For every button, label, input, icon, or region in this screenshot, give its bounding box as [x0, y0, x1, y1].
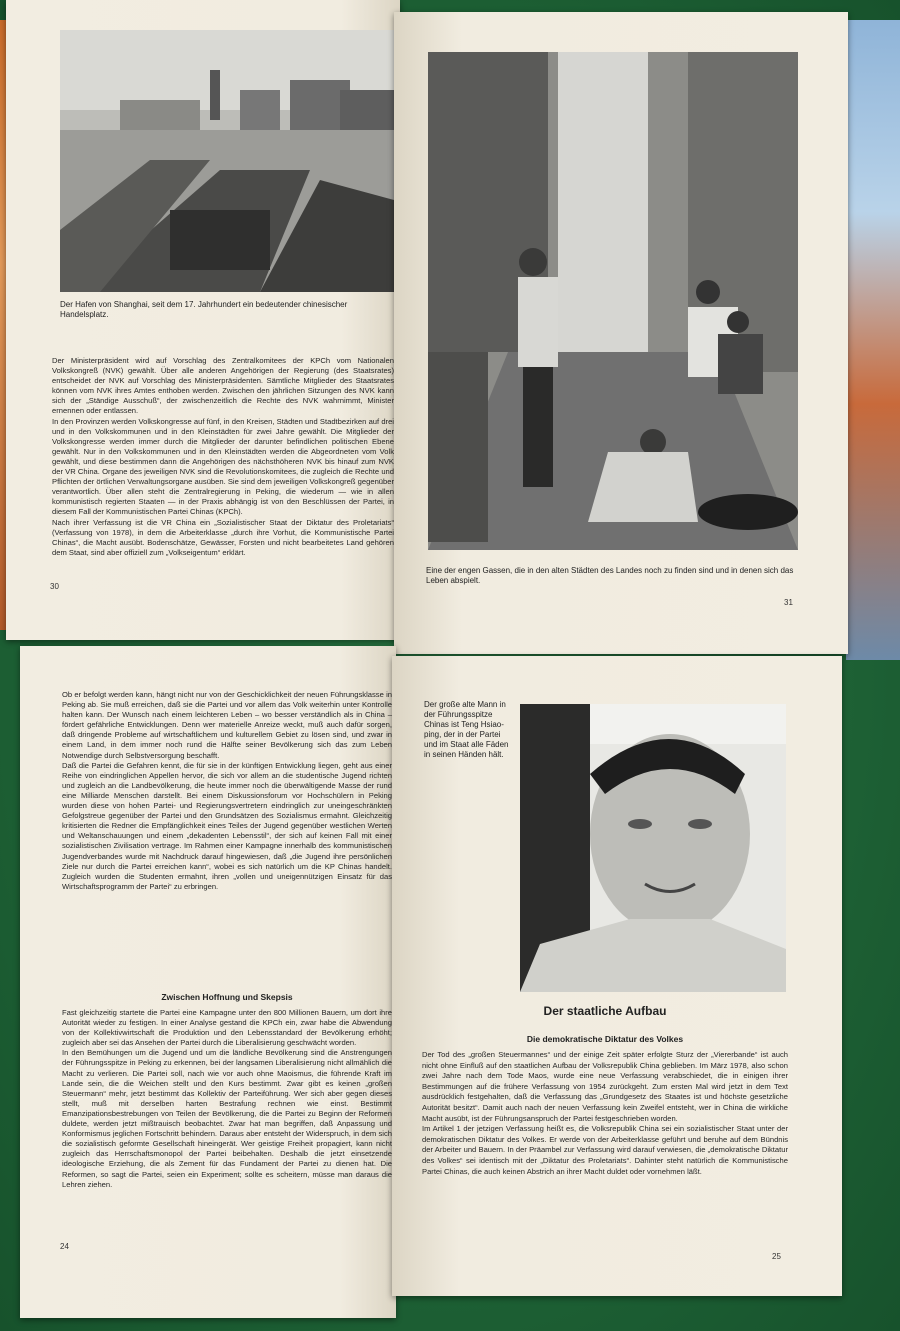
- background-book-edge-right: [846, 20, 900, 660]
- bottom-book-left-page: [20, 646, 396, 1318]
- bottom-right-body-text: Der Tod des „großen Steuermannes“ und der einige Zeit später erfolgte Sturz der „Viererbande“ ist auch nicht ohne Einfluß auf den staatlichen Aufbau der Volksrepublik China geblieben. Im März 1978, also schon zwei Jahre nach dem Tode Maos, wurde eine neue Verfassung verabschiedet, die in einigen ihrer Bestimmungen auf die frühere Verfassung von 1954 zurückgeht. Zum ersten Mal wird jetzt in dem Text ausdrücklich festgehalten, daß die Verfassung das „Grundgesetz des Staates ist und höchste gesetzliche Autorität besitzt“. Damit auch nach der neuen Verfassung kein Zweifel entsteht, wer in China die wirkliche Macht ausübt, ist der Führungsanspruch der Partei festgeschrieben worden. Im Artikel 1 der jetzigen Verfassung heißt es, die Volksrepublik China sei ein sozialistischer Staat unter der demokratischen Diktatur des Volkes. Er werde von der Arbeiterklasse geführt und beruhe auf dem Bündnis der Arbeiter und Bauern. In der Präambel zur Verfassung wird darauf verwiesen, die „demokratische Diktatur des Volkes“ sei identisch mit der „Diktatur des Proletariats“. Dahinter steht natürlich die Kommunistische Partei Chinas, die auch keinen Abstrich an ihrer Macht duldet oder vornehmen läßt.: [422, 1050, 788, 1176]
- alley-photo: [428, 52, 798, 550]
- subheading-diktatur: Die demokratische Diktatur des Volkes: [526, 1034, 684, 1044]
- top-left-body-text: Der Ministerpräsident wird auf Vorschlag des Zentralkomitees der KPCh vom Nationalen Volkskongreß (NVK) gewählt. Über alle anderen Angehörigen der Regierung (des Staatsrates) entscheidet der NVK auf Vorschlag des Ministerpräsidenten. Sämtliche Mitglieder des Staatsrates können vom NVK ihres Amtes enthoben werden. Zwischen den jährlichen Sitzungen des NVK kann sich der „Ständige Ausschuß“, der zwischenzeitlich die Rechte des NVK wahrnimmt, Minister ernennen oder entlassen. In den Provinzen werden Volkskongresse auf fünf, in den Kreisen, Städten und Stadtbezirken auf drei und in den Volkskommunen und in den Kleinstädten für zwei Jahre gewählt. Die Mitglieder der Volkskongresse werden immer durch die Mitglieder der darunter befindlichen politischen Ebene gewählt. Nur in den Volkskommunen und in den Kleinstädten werden die Abgeordneten vom Volk gewählt, und diese bestimmen dann die Angehörigen des nächsthöheren NVK bis hinauf zum NVK der VR China. Organe des jeweiligen NVK sind die Revolutionskomitees, die zugleich die Rechte und Pflichten der örtlichen Verwaltungsorgane ausüben. Sie sind dem jeweiligen Volkskongreß gegenüber verantwortlich. Über allen steht die Zentralregierung in Peking, die wiederum — wie in allen kommunistisch regierten Staaten — in der Praxis abhängig ist von den Beschlüssen der Partei, in diesem Fall der Kommunistischen Partei Chinas (KPCh). Nach ihrer Verfassung ist die VR China ein „Sozialistischer Staat der Diktatur des Proletariats“ (Verfassung von 1978), in dem die Arbeiterklasse „durch ihre Vorhut, die Kommunistische Partei Chinas“, die Macht ausübt. Bodenschätze, Gewässer, Forsten und nicht bearbeitetes Land gehören dem Staat, sind aber offiziell zum „Volkseigentum“ erklärt.: [52, 356, 394, 557]
- section-title-staatliche-aufbau: Der staatliche Aufbau: [543, 1004, 667, 1018]
- page-number-24: 24: [60, 1242, 69, 1251]
- page-number-30: 30: [50, 582, 59, 591]
- portrait-side-caption: Der große alte Mann in der Führungsspitze Chinas ist Teng Hsiao-ping, der in der Partei und im Staat alle Fäden in seinen Händen hält.: [424, 700, 509, 759]
- bottom-book-right-page: [392, 656, 842, 1296]
- alley-photo-caption: Eine der engen Gassen, die in den alten Städten des Landes noch zu finden sind und in denen sich das Leben abspielt.: [426, 566, 794, 585]
- bottom-left-body-text-2: Fast gleichzeitig startete die Partei eine Kampagne unter den 800 Millionen Bauern, um dort ihre Autorität wieder zu festigen. In einer Analyse gestand die KPCh ein, zwar habe die Abwendung von der Kollektivwirtschaft die Produktion und den Lebensstandard der Bevölkerung erhöht; zugleich aber sei das Ansehen der Partei durch die Liberalisierung geschwächt worden. In den Bemühungen um die Jugend und um die ländliche Bevölkerung sind die Anstrengungen der Führungsspitze in Peking zu erkennen, bei der langsamen Liberalisierung nicht allmählich die Macht zu verlieren. Die Partei soll, nach wie vor auch ohne Maoismus, die führende Kraft im Lande sein, die die Weichen stellt und den Kurs bestimmt. Zwar gibt es keinen „großen Steuermann“ mehr, jetzt bestimmt das Kollektiv der Parteiführung. Wer sich aber gegen dieses stellt, muß mit derselben harten Bestrafung rechnen wie einst. Bestimmt Emanzipationsbestrebungen von Teilen der Bevölkerung, die die Partei zu Beginn der Reformen duldete, werden jetzt mißtrauisch beobachtet. Zwar hat man begriffen, daß Anpassung und Konformismus jeglichen Fortschritt behindern. Daraus aber entsteht der Widerspruch, in dem sich die sozialistisch geformte Gesellschaft hineingerät. Wer geistige Freiheit propagiert, kann nicht zugleich das Herrschaftsmonopol der Partei beibehalten. Deshalb die jetzt einsetzende ideologische Erziehung, die als Zement für das Fundament der Partei zu dienen hat. Die Reformen, so sagt die Partei, seien ein Experiment; sollte es scheitern, müsse man daraus die Lehren ziehen.: [62, 1008, 392, 1189]
- page-number-25: 25: [772, 1252, 781, 1261]
- page-number-31: 31: [784, 598, 793, 607]
- top-book-left-page: [6, 0, 400, 640]
- bottom-left-body-text-1: Ob er befolgt werden kann, hängt nicht nur von der Geschicklichkeit der neuen Führungsklasse in Peking ab. Sie muß erreichen, daß sie die Partei und vor allem das Volk weiterhin unter Kontrolle halten kann. Der Wunsch nach einem leichteren Leben – wo besser verständlich als in China – fördert gefährliche Entwicklungen. Denn wer materielle Anreize weckt, muß auch dafür sorgen, daß dringende Probleme auf wirtschaftlichem und kulturellem Gebiet zu lösen sind, und zwar in einem Land, in dem immer noch rund die Hälfte seiner Bevölkerung sich das zum Leben Notwendige durch Selbstversorgung beschafft. Daß die Partei die Gefahren kennt, die für sie in der künftigen Entwicklung liegen, geht aus einer Reihe von eindringlichen Appellen hervor, die sich vor allem an die studentische Jugend richten und zugleich an die Landbevölkerung, die heute immer noch die überwältigende Masse der rund eine Milliarde Menschen darstellt. Bei einem Diskussionsforum vor Hochschülern in Peking wurden diese von hohen Partei- und Regierungsvertretern eindringlich zur uneingeschränkten Gefolgstreue gegenüber der Partei und den Grundsätzen des Sozialismus ermahnt. Gleichzeitig kritisierten die Redner die Empfänglichkeit eines Teiles der Jugend gegenüber westlichen Werten und Weltanschauungen und einem „dekadenten Lebensstil“, der sich auf keinen Fall mit einer sozialistischen Zivilisation vertrage. Im Rahmen einer Kampagne innerhalb des kommunistischen Jugendverbandes wurde mit Nachdruck darauf hingewiesen, daß „die Jugend ihre persönlichen Ziele nur durch die Partei erreichen kann“, wobei es sich natürlich um die KP Chinas handelt. Zugleich wurden die Studenten ermahnt, ihren „vollen und uneigennützigen Einsatz für das Wirtschaftsprogramm der Partei“ zu erbringen.: [62, 690, 392, 891]
- shanghai-harbor-photo: [60, 30, 394, 292]
- harbor-photo-caption: Der Hafen von Shanghai, seit dem 17. Jahrhundert ein bedeutender chinesischer Handelsplatz.: [60, 300, 348, 319]
- top-book-right-page: [394, 12, 848, 654]
- teng-hsiao-ping-portrait: [520, 704, 786, 992]
- section-heading-hoffnung: Zwischen Hoffnung und Skepsis: [161, 992, 293, 1002]
